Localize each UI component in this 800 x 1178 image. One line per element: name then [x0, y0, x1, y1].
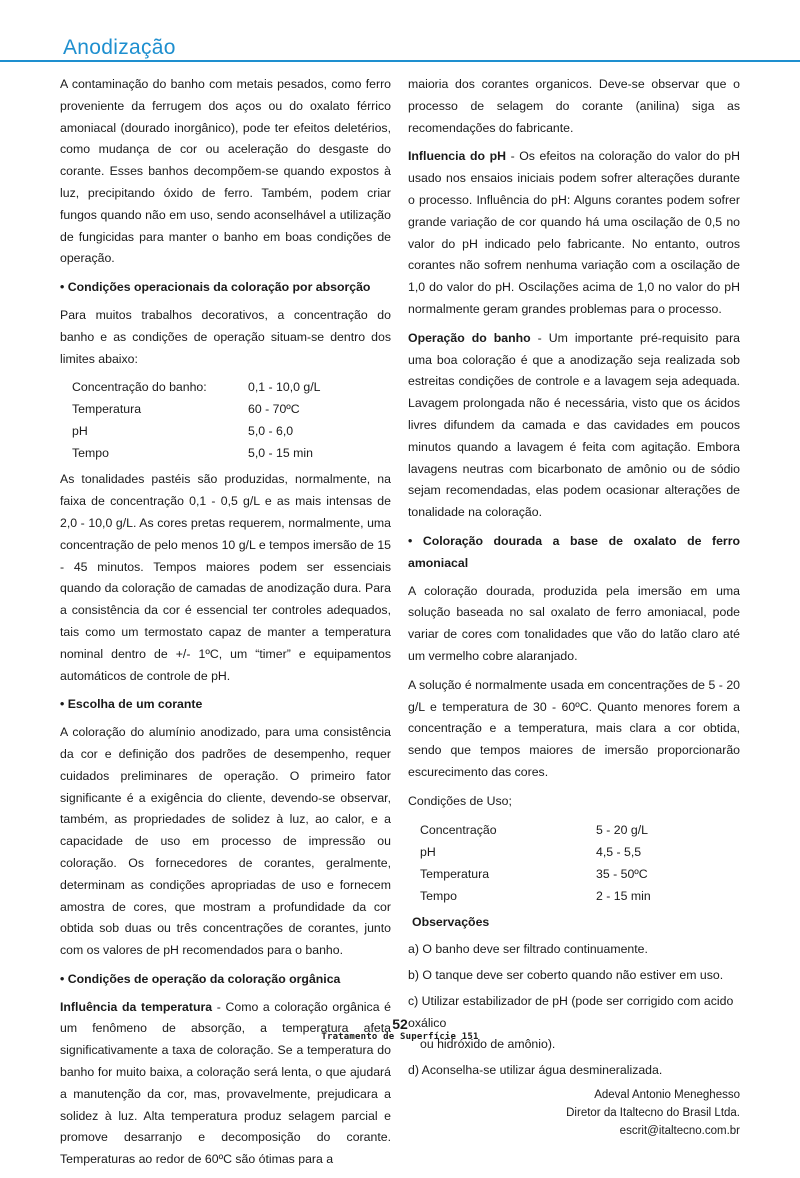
inline-label: Influencia do pH: [408, 149, 506, 164]
paragraph: Para muitos trabalhos decorativos, a concentração do banho e as condições de operação situam-se dentro dos limites abaixo:: [60, 307, 391, 366]
list-item: b) O tanque deve ser coberto quando não estiver em uso.: [408, 968, 724, 983]
section-heading: • Escolha de um corante: [60, 697, 203, 712]
paragraph-text: - Os efeitos na coloração do valor do pH usado nos ensaios iniciais podem sofrer alterações durante o processo. Influência do pH: Alguns corantes podem sofrer grande variação de cor quando há uma oscilação de 0,5 no valor do pH indicado pelo fabricante. No entanto, outros corantes não sofrem nenhuma variação com a oscilação de 1,0 do valor do pH. Oscilações acima de 1,0 no valor do pH normalmente geram grandes problemas para o processo.: [408, 149, 740, 316]
table-cell: Tempo: [420, 888, 457, 903]
section-heading: • Condições operacionais da coloração por absorção: [60, 280, 371, 295]
right-column: [408, 74, 740, 1140]
table-row: [60, 421, 320, 443]
inline-label: Operação do banho: [408, 330, 531, 345]
table-row: [60, 443, 320, 465]
author-name: Adeval Antonio Meneghesso: [594, 1089, 740, 1102]
section-heading: • Condições de operação da coloração orgânica: [60, 971, 341, 986]
table-cell: 4,5 - 5,5: [596, 844, 642, 859]
left-column: [60, 74, 391, 1178]
section-heading: • Coloração dourada a base de oxalato de ferro amoniacal: [408, 533, 740, 570]
paragraph-text: - Como a coloração orgânica é um fenômeno de absorção, a temperatura afeta significativamente a taxa de coloração. Se a temperatura do banho for muito baixa, a coloração será lenta, o que ajudará a manutenção da cor, mas, provavelmente, prejudicara a solidez à luz. Alta temperatura produz selagem parcial e promove desarranjo e decomposição do corante. Temperaturas ao redor de 60ºC são ótimas para a: [60, 999, 392, 1167]
table-row: [60, 399, 320, 421]
table-cell: 35 - 50ºC: [596, 866, 648, 881]
paragraph: A coloração dourada, produzida pela imersão em uma solução baseada no sal oxalato de ferro amoniacal, pode variar de cores com tonalidades que vão do latão claro até um vermelho cobre alaranjado.: [408, 583, 740, 663]
paragraph: A coloração do alumínio anodizado, para uma consistência da cor e definição dos padrões de desempenho, requer cuidados preliminares de operação. O primeiro fator significante é a exigência do cliente, devendo-se observar, também, as propriedades de solidez à luz, ao calor, e a capacidade de uso em processo de impressão ou coloração. Os fornecedores de corantes, geralmente, determinam as condições apropriadas de uso e fornecem amostra de cores, que mostram a profundidade da cor obtida sob duas ou três concentrações de corantes, junto com os valores de pH recomendados para o banho.: [60, 725, 391, 958]
paragraph: As tonalidades pastéis são produzidas, normalmente, na faixa de concentração 0,1 - 0,5 g/L e as mais intensas de 2,0 - 10,0 g/L. As cores pretas requerem, normalmente, uma concentração de pelo menos 10 g/L e tempos imersão de 15 - 45 minutos. Tempos maiores podem ser essenciais quando da coloração de camadas de anodização dura. Para a consistência da cor é essencial ter controles adequados, tais como um termostato capaz de manter a temperatura nominal dentro de +/- 1ºC, um “timer” e equipamentos automáticos de controle de pH.: [60, 472, 391, 683]
operating-conditions-table: [60, 377, 320, 465]
inline-label: Influência da temperatura: [60, 999, 213, 1014]
author-signature: [408, 1086, 740, 1140]
table-cell: 2 - 15 min: [596, 888, 651, 903]
observations-heading: Observações: [412, 914, 490, 929]
table-cell: pH: [72, 424, 88, 439]
table-cell: Temperatura: [72, 402, 142, 417]
table-cell: pH: [420, 844, 436, 859]
paragraph: A contaminação do banho com metais pesados, como ferro proveniente da ferrugem dos aços ou do oxalato férrico amoniacal (dourado inorgânico), pode ter efeitos deletérios, como mudança de cor ou aceleração do desgaste do corante. Esses banhos decompõem-se quando expostos à luz, precipitando óxido de ferro. Também, podem criar fungos quando não em uso, sendo aconselhável a utilização de fungicidas para manter o banho em boas condições de operação.: [60, 77, 391, 266]
list-item-continuation: ou hidróxido de amônio).: [420, 1037, 556, 1052]
paragraph: Condições de Uso;: [408, 793, 512, 808]
table-cell: 5 - 20 g/L: [596, 822, 648, 837]
author-email: escrit@italtecno.com.br: [619, 1125, 740, 1138]
paragraph: [408, 146, 740, 320]
table-cell: Concentração: [420, 822, 497, 837]
list-item: c) Utilizar estabilizador de pH (pode ser corrigido com acido oxálico: [408, 993, 734, 1030]
author-role: Diretor da Italtecno do Brasil Ltda.: [566, 1107, 740, 1120]
page-number: 52: [392, 1016, 408, 1032]
paragraph: A solução é normalmente usada em concentrações de 5 - 20 g/L e temperatura de 30 - 60ºC. Quanto menores forem a concentração e a temperatura, mais clara a cor obtida, sendo que tempos maiores de imersão proporcionarão escurecimento das cores.: [408, 677, 740, 779]
table-cell: Temperatura: [420, 866, 490, 881]
table-cell: Concentração do banho:: [72, 380, 207, 395]
paragraph: [408, 328, 740, 524]
paragraph: maioria dos corantes organicos. Deve-se observar que o processo de selagem do corante (anilina) siga as recomendações do fabricante.: [408, 77, 740, 135]
table-row: [60, 377, 320, 399]
table-cell: 5,0 - 6,0: [248, 424, 294, 439]
usage-conditions-table: [408, 820, 651, 908]
table-row: [408, 820, 651, 842]
table-row: [408, 886, 651, 908]
table-cell: 60 - 70ºC: [248, 402, 300, 417]
list-item: a) O banho deve ser filtrado continuamente.: [408, 942, 648, 957]
publication-name: Tratamento de Superfície 151: [321, 1032, 479, 1042]
table-cell: 5,0 - 15 min: [248, 446, 313, 461]
section-title: Anodização: [63, 36, 176, 59]
table-row: [408, 864, 651, 886]
list-item: d) Aconselha-se utilizar água desmineralizada.: [408, 1063, 663, 1078]
header-rule: [0, 60, 800, 62]
table-cell: 0,1 - 10,0 g/L: [248, 380, 321, 395]
paragraph-text: - Um importante pré-requisito para uma boa coloração é que a anodização seja realizada sob estreitas condições de controle e a lavagem seja adequada. Lavagem prolongada não é necessária, visto que os ácidos livres difundem da camada e das cavidades em poucos minutos quando a lavagem é feita com agitação. Embora lavagens neutras com bicarbonato de amônio ou de sódio sejam recomendadas, elas podem ocasionar alterações de tonalidade na coloração.: [408, 330, 740, 520]
table-row: [408, 842, 651, 864]
page-header: [0, 0, 800, 62]
table-cell: Tempo: [72, 446, 109, 461]
